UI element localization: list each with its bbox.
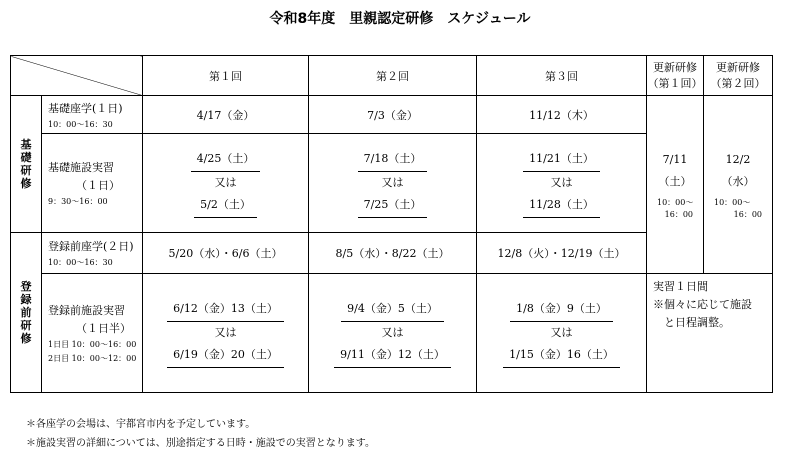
item-duration: （１日半）	[76, 322, 131, 335]
pre-lecture-round-2: 8/5（水）・8/22（土）	[309, 233, 477, 274]
pre-practice-row	[11, 274, 773, 393]
item-duration: （１日）	[76, 179, 120, 192]
item-time-day2: 2日目 10：00～12：00	[48, 354, 137, 363]
header-renewal-1-line2: （第１回）	[647, 76, 703, 90]
basic-lecture-round-1: 4/17（金）	[143, 96, 309, 134]
renewal-1-end: 16：00	[664, 209, 693, 219]
pre-lecture-label	[42, 233, 143, 274]
pre-lecture-round-3: 12/8（火）・12/19（土）	[477, 233, 647, 274]
footnote-facility-practice: ＊施設実習の詳細については、別途指定する日時・施設での実習となります。	[26, 438, 375, 449]
pre-practice-round-3: 1/8（金）9（土） 又は 1/15（金）16（土）	[477, 274, 647, 393]
renewal-2-day: （水）	[721, 174, 755, 188]
header-renewal-2-line1: 更新研修	[716, 60, 760, 74]
basic-lecture-row	[11, 96, 773, 134]
basic-lecture-round-2: 7/3（金）	[309, 96, 477, 134]
pre-practice-renewal-note: 実習１日間 ※個々に応じて施設 と日程調整。	[647, 274, 773, 393]
header-corner-cell	[11, 56, 143, 96]
header-renewal-2-line2: （第２回）	[710, 76, 766, 90]
footnote-venue: ＊各座学の会場は、宇都宮市内を予定しています。	[26, 419, 256, 430]
item-name: 基礎座学(１日)	[48, 101, 123, 115]
schedule-table	[10, 55, 773, 393]
item-name: 基礎施設実習	[48, 161, 114, 174]
basic-practice-round-3: 11/21（土） 又は 11/28（土）	[477, 134, 647, 233]
basic-lecture-round-3: 11/12（木）	[477, 96, 647, 134]
renewal-1-cell	[647, 96, 704, 274]
item-time: 10：00～16：30	[48, 258, 113, 267]
header-renewal-1	[647, 56, 704, 96]
header-round-1: 第１回	[143, 56, 309, 96]
header-renewal-1-line1: 更新研修	[653, 60, 697, 74]
renewal-2-cell	[704, 96, 773, 274]
item-time: 10：00～16：30	[48, 119, 113, 129]
basic-practice-label	[42, 134, 143, 233]
group-basic-training: 基 礎 研 修	[11, 96, 42, 233]
renewal-1-day: （土）	[658, 174, 692, 188]
item-time-day1: 1日目 10：00～16：00	[48, 340, 137, 349]
group-pre-registration-training: 登 録 前 研 修	[11, 233, 42, 393]
pre-lecture-round-1: 5/20（水）・6/6（土）	[143, 233, 309, 274]
renewal-2-end: 16：00	[733, 209, 762, 219]
pre-practice-round-2: 9/4（金）5（土） 又は 9/11（金）12（土）	[309, 274, 477, 393]
header-row	[11, 56, 773, 96]
item-name: 登録前座学(２日)	[48, 240, 134, 253]
item-time: 9：30～16：00	[48, 197, 108, 206]
renewal-1-start: 10：00～	[657, 197, 694, 207]
pre-practice-round-1: 6/12（金）13（土） 又は 6/19（金）20（土）	[143, 274, 309, 393]
page-title: 令和8年度 里親認定研修 スケジュール	[269, 11, 531, 27]
header-round-2: 第２回	[309, 56, 477, 96]
renewal-2-start: 10：00～	[714, 197, 751, 207]
header-renewal-2	[704, 56, 773, 96]
basic-practice-round-1: 4/25（土） 又は 5/2（土）	[143, 134, 309, 233]
renewal-1-date: 7/11	[662, 152, 688, 166]
header-round-3: 第３回	[477, 56, 647, 96]
pre-practice-label	[42, 274, 143, 393]
item-name: 登録前施設実習	[48, 304, 125, 317]
renewal-2-date: 12/2	[725, 152, 751, 166]
basic-lecture-label	[42, 96, 143, 134]
basic-practice-round-2: 7/18（土） 又は 7/25（土）	[309, 134, 477, 233]
